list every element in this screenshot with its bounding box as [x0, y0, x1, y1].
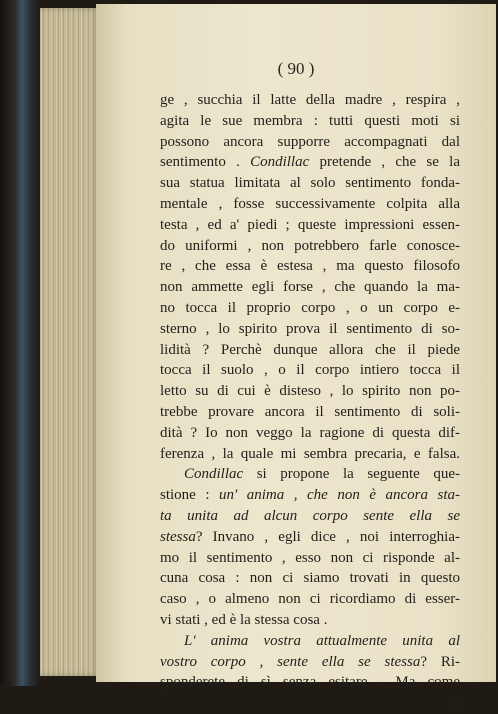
text-run: stione : [160, 487, 220, 504]
text-line [160, 568, 460, 589]
italic-text-run: L' anima vostra attualmente unita al [184, 632, 460, 649]
text-run: sentimento . [160, 154, 251, 171]
text-line [160, 360, 460, 381]
text-run: si propone la seguente que- [243, 466, 460, 483]
text-run: pretende , che se la [309, 154, 460, 171]
text-run: caso , o almeno non ci ricordiamo di esser- [160, 591, 460, 608]
text-line [160, 485, 460, 506]
text-line [160, 610, 460, 631]
text-line [160, 402, 460, 423]
text-run: do uniformi , non potrebbero farle conosce- [160, 237, 460, 254]
text-run: mentale , fosse successivamente colpita alla [160, 195, 460, 212]
text-line [160, 256, 460, 277]
text-line [160, 194, 460, 215]
page-stack-edges [40, 8, 100, 676]
text-line [160, 381, 460, 402]
text-run: cuna cosa : non ci siamo trovati in questo [160, 570, 460, 587]
italic-text-run: stessa [160, 528, 196, 545]
text-run: sponderete di sì senza esitare . Ma come [160, 674, 460, 691]
italic-text-run: vostro corpo , sente ella se stessa [160, 653, 421, 670]
text-line [160, 298, 460, 319]
text-run: ? Ri- [420, 653, 461, 670]
text-line [160, 423, 460, 444]
text-run: ferenza , la quale mi sembra precaria, e falsa. [160, 445, 460, 462]
text-line [160, 464, 460, 485]
text-run: mo il sentimento , esso non ci risponde al- [160, 549, 460, 566]
text-line [160, 652, 460, 673]
text-run: dità ? Io non veggo la ragione di questa dif- [160, 424, 460, 441]
text-run: si [449, 695, 460, 712]
text-line [160, 215, 460, 236]
text-line [160, 277, 460, 298]
text-line [160, 527, 460, 548]
text-line [160, 506, 460, 527]
page-body-text [160, 90, 460, 714]
text-run: tocca il suolo , o il corpo intiero tocca il [160, 362, 460, 379]
page-number: ( 90 ) [277, 59, 315, 78]
text-run: possono ancora supporre accompagnati dal [160, 133, 460, 150]
text-line [160, 319, 460, 340]
text-line [160, 236, 460, 257]
text-line [160, 132, 460, 153]
text-line [160, 589, 460, 610]
catchword [160, 693, 460, 714]
italic-text-run: ta unita ad alcun corpo sente ella se [160, 507, 460, 524]
text-line [160, 444, 460, 465]
text-line [160, 340, 460, 361]
text-line [160, 548, 460, 569]
text-run: lidità ? Perchè dunque allora che il piede [160, 341, 460, 358]
text-line [160, 152, 460, 173]
text-run: testa , ed a' piedi ; queste impressioni essen- [160, 216, 460, 233]
text-run: no tocca il proprio corpo , o un corpo e- [160, 299, 460, 316]
text-run: sterno , lo spirito prova il sentimento di so- [160, 320, 460, 337]
text-line [160, 672, 460, 693]
text-run: agita le sue membra : tutti questi moti si [160, 112, 460, 129]
italic-text-run: Condillac [250, 154, 310, 171]
italic-text-run: un' anima , che non è ancora sta- [219, 487, 460, 504]
text-line [160, 111, 460, 132]
text-line [160, 90, 460, 111]
text-line [160, 173, 460, 194]
text-run: ? Invano , egli dice , noi interroghia- [195, 528, 460, 545]
text-run: sua statua limitata al solo sentimento fonda- [160, 175, 460, 192]
text-run: trebbe provare ancora il sentimento di soli- [160, 403, 460, 420]
text-run: non ammette egli forse , che quando la ma- [160, 279, 460, 296]
text-run: re , che essa è estesa , ma questo filosofo [160, 258, 460, 275]
text-line [160, 631, 460, 652]
text-run: ge , succhia il latte della madre , respira , [160, 92, 460, 108]
book-binding-edge [0, 0, 40, 686]
italic-text-run: Condillac [184, 466, 244, 483]
text-run: vi stati , ed è la stessa cosa . [160, 611, 328, 628]
text-run: letto su di cui è disteso , lo spirito non po- [160, 383, 460, 400]
